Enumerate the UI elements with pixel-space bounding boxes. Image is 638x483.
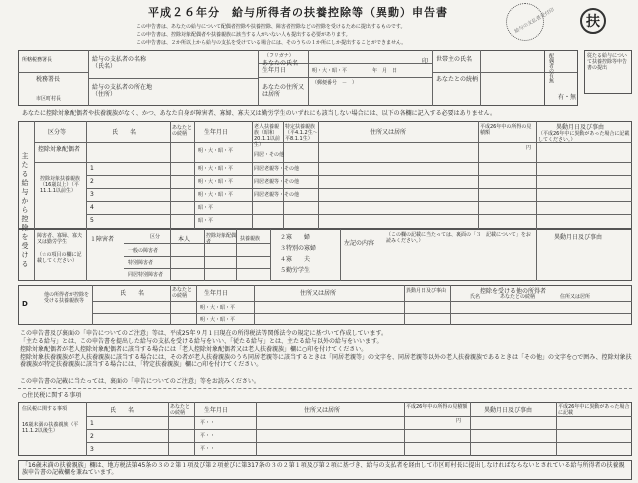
- city-mayor-label: 市区町村長: [36, 96, 62, 102]
- section-b-change: 異動月日及び事由: [554, 234, 603, 241]
- col-change: 異動月日及び事由: [556, 124, 605, 131]
- postal-code: （郵便番号 － ）: [312, 80, 358, 86]
- self-label: 本人: [178, 236, 191, 243]
- d-col-other-name: 氏名: [470, 294, 481, 300]
- resident-sub-label: 16歳未満の扶養親族（平11.1.2以後生）: [22, 422, 79, 434]
- col-change-note: （平成26年中に異動があった場合に記載してください。）: [538, 131, 630, 143]
- section-d-letter: D: [22, 300, 28, 308]
- row2-era: 明・大・昭・平: [198, 179, 234, 185]
- r-col-change2: 平成26年中に異動があった場合に記載: [558, 404, 630, 416]
- form-title: 平成２６年分 給与所得者の扶養控除等（異動）申告書: [148, 6, 448, 19]
- row3-era: 明・大・昭・平: [198, 192, 234, 198]
- spouse-era: 明・大・昭・平: [198, 148, 234, 154]
- row-num-1: 1: [90, 165, 94, 172]
- section-b-note: （☆の項目の欄に記載してください）: [37, 252, 82, 264]
- dependents-label: 控除対象扶養親族（16歳以上）（平11.1.1以前生）: [40, 176, 81, 194]
- instruction-3: 控除対象配偶者が老人控除対象配偶者に該当する場合には「老人控除対象配偶者又は老人扶養親族」欄に○印を付けてください。: [20, 346, 368, 353]
- spouse-col: 控除対象配偶者: [206, 233, 237, 245]
- d-col-other: 控除を受ける他の所得者: [480, 288, 547, 295]
- dependent-col: 扶養親族: [240, 236, 261, 242]
- payer-address-label: 給与の支払者の所在地（住所）: [92, 84, 153, 98]
- d-row1-era: 明・大・昭・平: [200, 305, 236, 311]
- birthday-label: 生年月日: [262, 67, 287, 74]
- d-col-relation: あなたとの続柄: [172, 287, 193, 299]
- col-kubun: 区分等: [48, 129, 67, 136]
- col-income: 平成26年中の所得の見積額: [480, 124, 532, 136]
- birthday-era: 明・大・昭・平: [312, 68, 348, 74]
- row2-same: 同居老親等・その他: [254, 179, 300, 185]
- d-row2-era: 明・大・昭・平: [200, 317, 236, 323]
- live-special-disabled: 同居特別障害者: [128, 272, 164, 278]
- kubun-label: 区分: [150, 234, 161, 240]
- r-col-address: 住所又は居所: [304, 407, 341, 414]
- footer-note: 「16歳未満の扶養親族」欄は、地方税法第45条の３の２第１項及び第２項並びに第317条の３の２第１項及び第２項に基づき、給与の支払者を経由して市区町村長に提出しなければならないとされている給与所得者の扶養親族申告書の記載欄を兼ねています。: [22, 462, 625, 476]
- row-num-5: 5: [90, 217, 94, 224]
- resident-title: ○住民税に関する事項: [22, 392, 82, 399]
- furigana-label: （フリガナ）: [264, 53, 294, 59]
- col-special: 特定扶養親族（平4.1.2生～平8.1.1生）: [285, 124, 318, 142]
- section-a-side-label: 主たる給与から控除を受ける: [21, 152, 29, 269]
- row-num-4: 4: [90, 204, 94, 211]
- r-row3-era: 平・・: [200, 446, 216, 452]
- seal-mark: 印: [422, 58, 429, 65]
- row4-era: 昭・平: [198, 205, 214, 211]
- row5-era: 昭・平: [198, 218, 214, 224]
- spouse-yen: 円: [526, 145, 532, 151]
- col-elderly: 老人扶養親族（昭和20.1.1以前生）: [254, 124, 280, 148]
- resident-side-label: 住民税に関する事項: [22, 406, 68, 412]
- instruction-2: 「主たる給与」とは、この申告書を提出した給与の支払を受ける給与をいい、「従たる給与」とは、主たる給与以外の給与をいいます。: [20, 338, 383, 345]
- general-disabled: 一般の障害者: [128, 248, 159, 254]
- widow-label: ２寡 婦: [280, 234, 311, 241]
- detail-label: 左記の内容: [344, 240, 375, 247]
- fu-seal: 扶: [580, 8, 606, 34]
- header-note-3: この申告書は、２か所以上から給与の支払を受けている場合には、そのうちの１か所にしか提出することができません。: [136, 40, 407, 46]
- secondary-payroll-note: 従たる給与について扶養控除等申告書の提出: [587, 53, 628, 71]
- r-row1-era: 平・・: [200, 420, 216, 426]
- d-col-name: 氏 名: [120, 290, 145, 297]
- special-disabled: 特別障害者: [128, 260, 154, 266]
- row1-same: 同居老親等・その他: [254, 166, 300, 172]
- disabled-label: １障害者: [90, 236, 115, 243]
- qualification-note: あなたに控除対象配偶者や扶養親族がなく、かつ、あなた自身が障害者、寡婦、寡夫又は勤労学生のいずれにも該当しない場合には、以下の各欄に記入する必要はありません。: [22, 110, 497, 117]
- d-col-change: 異動月日及び事由: [406, 288, 447, 294]
- r-row-2: 2: [90, 433, 94, 440]
- col-birth: 生年月日: [204, 129, 229, 136]
- section-b-label: 障害者、寡婦、寡夫又は勤労学生: [37, 233, 83, 245]
- householder-label: 世帯主の氏名: [436, 56, 473, 63]
- r-col-relation: あなたとの続柄: [170, 404, 191, 416]
- r-row-3: 3: [90, 446, 94, 453]
- r-row-1: 1: [90, 420, 94, 427]
- detail-note: （この欄の記載に当たっては、裏面の「３ 記載について」をお読みください。）: [386, 232, 531, 244]
- r-col-income: 平成26年中の所得の見積額: [406, 404, 468, 410]
- birthday-ymd: 年 月 日: [372, 68, 398, 74]
- tax-office-name: 税務署長: [36, 76, 61, 83]
- row3-same: 同居老親等・その他: [254, 192, 300, 198]
- address-label: あなたの住所又は居所: [262, 84, 305, 98]
- payer-name-label: 給与の支払者の名称（氏名）: [92, 56, 147, 70]
- d-col-other-addr: 住所又は居所: [560, 294, 591, 300]
- spouse-same: 同居・その他: [254, 152, 285, 158]
- instruction-4: 控除対象扶養親族が老人扶養親族に該当する場合には、その者が老人扶養親族のうち同居老親等に該当するときは「同居老親等」の文字を、同居老親等以外の老人扶養親族であるときは「その他」の文字を○で囲み、控除対象扶養親族が特定扶養親族に該当する場合には、「特定扶養親族」欄に○印を付けてください。: [20, 354, 632, 368]
- r-col-name: 氏 名: [110, 407, 135, 414]
- special-widow-label: ３特別の寡婦: [280, 245, 317, 252]
- col-relation: あなたとの続柄: [172, 125, 193, 137]
- row1-era: 明・大・昭・平: [198, 166, 234, 172]
- relation-label: あなたとの続柄: [436, 76, 479, 83]
- row-num-2: 2: [90, 178, 94, 185]
- row-num-3: 3: [90, 191, 94, 198]
- d-col-birth: 生年月日: [204, 290, 229, 297]
- instruction-5: この申告書の記載に当たっては、裏面の「申告についてのご注意」等をお読みください。: [20, 378, 260, 385]
- d-col-other-rel: あなたとの続柄: [500, 294, 536, 300]
- tax-office-label: 所轄税務署長: [22, 57, 53, 63]
- col-name: 氏 名: [112, 129, 137, 136]
- your-name-label: あなたの氏名: [262, 60, 299, 67]
- d-col-address: 住所又は居所: [300, 290, 337, 297]
- r-col-change: 異動月日及び事由: [484, 407, 533, 414]
- col-address: 住所又は居所: [370, 129, 407, 136]
- header-note-1: この申告書は、あなたの給与について配偶者控除や扶養控除、障害者控除などの控除を受けるために提出するものです。: [136, 24, 406, 30]
- spouse-row-label: 控除対象配偶者: [38, 146, 81, 153]
- section-d-label: 他の所得者が控除を受ける扶養親族等: [44, 292, 90, 304]
- stamp-ring-text: 給与の支払者受付印: [513, 7, 556, 35]
- r-yen: 円: [456, 418, 462, 424]
- r-col-birth: 生年月日: [204, 407, 229, 414]
- header-note-2: この申告書は、控除対象配偶者や扶養親族に該当する人がいない人も提出する必要があります。: [136, 32, 351, 38]
- widower-label: ４寡 夫: [280, 256, 311, 263]
- spouse-values: 有・無: [558, 94, 577, 101]
- r-row2-era: 平・・: [200, 433, 216, 439]
- spouse-label: 配偶者の有無: [548, 53, 554, 83]
- student-label: ５勤労学生: [280, 267, 311, 274]
- instruction-1: この申告書及び裏面の「申告についてのご注意」等は、平成25年９月１日現在の所得税法等関係法令の規定に基づいて作成しています。: [20, 330, 388, 337]
